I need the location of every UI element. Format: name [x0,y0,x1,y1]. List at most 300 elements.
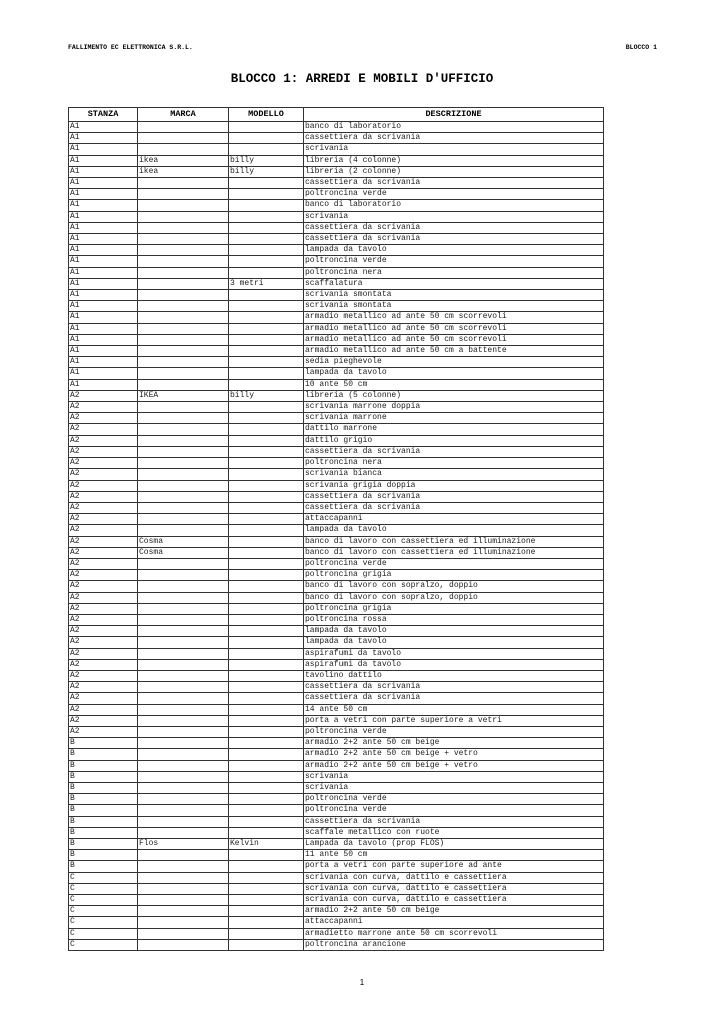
cell-modello [229,536,304,547]
cell-modello [229,895,304,906]
cell-marca [138,614,229,625]
table-row [69,514,604,525]
page-number: 1 [359,978,365,987]
cell-descrizione: lampada da tavolo [304,368,604,379]
cell-descrizione: cassettiera da scrivania [304,178,604,189]
cell-modello [229,771,304,782]
cell-stanza: B [69,760,138,771]
cell-descrizione: porta a vetri con parte superiore a vetri [304,715,604,726]
cell-descrizione: poltroncina nera [304,267,604,278]
cell-modello [229,704,304,715]
cell-modello [229,648,304,659]
cell-modello [229,928,304,939]
cell-marca [138,122,229,133]
table-row [69,502,604,513]
cell-marca [138,334,229,345]
cell-stanza: A2 [69,659,138,670]
cell-descrizione: armadio metallico ad ante 50 cm scorrevoli [304,334,604,345]
cell-descrizione: scrivania [304,211,604,222]
cell-stanza: A2 [69,570,138,581]
cell-stanza: A2 [69,525,138,536]
cell-stanza: A2 [69,514,138,525]
cell-marca [138,850,229,861]
cell-modello [229,872,304,883]
cell-descrizione: 14 ante 50 cm [304,704,604,715]
table-row [69,895,604,906]
cell-marca [138,682,229,693]
cell-descrizione: banco di lavoro con cassettiera ed illuminazione [304,536,604,547]
cell-stanza: A2 [69,390,138,401]
cell-descrizione: poltroncina verde [304,726,604,737]
cell-stanza: B [69,816,138,827]
cell-descrizione: banco di laboratorio [304,122,604,133]
table-row [69,850,604,861]
cell-marca [138,357,229,368]
cell-modello [229,883,304,894]
table-row [69,861,604,872]
cell-marca [138,514,229,525]
cell-descrizione: lampada da tavolo [304,637,604,648]
cell-modello [229,480,304,491]
cell-descrizione: poltroncina verde [304,558,604,569]
cell-descrizione: cassettiera da scrivania [304,816,604,827]
cell-modello [229,581,304,592]
cell-marca [138,200,229,211]
cell-descrizione: scrivania con curva, dattilo e cassettiera [304,872,604,883]
cell-marca [138,424,229,435]
table-row [69,491,604,502]
table-row [69,704,604,715]
table-row [69,771,604,782]
cell-stanza: B [69,749,138,760]
cell-descrizione: scrivania smontata [304,290,604,301]
cell-marca [138,144,229,155]
table-row [69,267,604,278]
table-row [69,435,604,446]
page-title: BLOCCO 1: ARREDI E MOBILI D'UFFICIO [230,72,494,86]
cell-stanza: B [69,782,138,793]
cell-modello [229,189,304,200]
table-row [69,346,604,357]
cell-descrizione: lampada da tavolo [304,245,604,256]
cell-marca [138,928,229,939]
cell-descrizione: armadio 2+2 ante 50 cm beige + vetro [304,749,604,760]
cell-marca [138,872,229,883]
cell-descrizione: lampada da tavolo [304,626,604,637]
cell-marca [138,771,229,782]
cell-stanza: A2 [69,502,138,513]
cell-modello [229,245,304,256]
table-row [69,278,604,289]
cell-stanza: A2 [69,693,138,704]
cell-marca [138,726,229,737]
cell-descrizione: poltroncina grigia [304,603,604,614]
cell-modello [229,861,304,872]
cell-modello [229,726,304,737]
cell-modello [229,614,304,625]
cell-marca [138,895,229,906]
cell-descrizione: scrivania con curva, dattilo e cassettiera [304,883,604,894]
table-row [69,379,604,390]
cell-modello [229,469,304,480]
cell-modello [229,234,304,245]
cell-descrizione: poltroncina verde [304,256,604,267]
cell-stanza: A1 [69,267,138,278]
cell-modello [229,738,304,749]
table-row [69,536,604,547]
cell-descrizione: libreria (5 colonne) [304,390,604,401]
cell-modello [229,334,304,345]
cell-descrizione: banco di lavoro con sopralzo, doppio [304,581,604,592]
cell-marca [138,794,229,805]
cell-modello [229,379,304,390]
cell-marca [138,502,229,513]
cell-stanza: A2 [69,704,138,715]
cell-stanza: A1 [69,133,138,144]
cell-stanza: A2 [69,547,138,558]
cell-marca [138,133,229,144]
cell-descrizione: libreria (2 colonne) [304,166,604,177]
cell-marca [138,267,229,278]
cell-descrizione: dattilo grigio [304,435,604,446]
cell-descrizione: poltroncina arancione [304,939,604,950]
cell-stanza: A1 [69,166,138,177]
cell-descrizione: armadio 2+2 ante 50 cm beige [304,906,604,917]
cell-modello [229,312,304,323]
cell-modello [229,917,304,928]
table-row [69,749,604,760]
cell-stanza: B [69,861,138,872]
cell-marca [138,346,229,357]
cell-marca [138,323,229,334]
cell-stanza: A1 [69,189,138,200]
running-header-right: BLOCCO 1 [625,44,657,51]
table-row [69,816,604,827]
cell-marca [138,760,229,771]
cell-modello: billy [229,166,304,177]
table-row [69,648,604,659]
cell-descrizione: aspirafumi da tavolo [304,648,604,659]
cell-marca [138,782,229,793]
cell-stanza: A2 [69,637,138,648]
cell-marca [138,749,229,760]
cell-marca [138,301,229,312]
table-row [69,189,604,200]
cell-descrizione: poltroncina grigia [304,570,604,581]
cell-stanza: B [69,738,138,749]
table-row [69,637,604,648]
cell-stanza: C [69,917,138,928]
table-row [69,390,604,401]
cell-descrizione: scrivania con curva, dattilo e cassettiera [304,895,604,906]
table-row [69,469,604,480]
cell-marca [138,469,229,480]
cell-modello [229,760,304,771]
cell-modello [229,827,304,838]
column-header-descrizione: DESCRIZIONE [304,108,604,122]
cell-stanza: A1 [69,155,138,166]
cell-stanza: A2 [69,413,138,424]
cell-modello [229,749,304,760]
cell-stanza: A1 [69,323,138,334]
table-row [69,446,604,457]
table-row [69,570,604,581]
cell-marca [138,827,229,838]
running-header-left: FALLIMENTO EC ELETTRONICA S.R.L. [68,44,193,51]
cell-descrizione: tavolino dattilo [304,670,604,681]
cell-modello [229,346,304,357]
cell-stanza: A2 [69,581,138,592]
cell-modello [229,200,304,211]
table-row [69,122,604,133]
cell-stanza: C [69,883,138,894]
cell-modello [229,637,304,648]
table-row [69,323,604,334]
cell-marca [138,816,229,827]
cell-marca [138,648,229,659]
cell-descrizione: cassettiera da scrivania [304,502,604,513]
table-row [69,738,604,749]
cell-stanza: A2 [69,435,138,446]
cell-marca [138,738,229,749]
cell-stanza: A1 [69,334,138,345]
cell-descrizione: scrivania [304,771,604,782]
cell-marca: IKEA [138,390,229,401]
cell-stanza: A1 [69,301,138,312]
cell-marca [138,234,229,245]
cell-marca [138,626,229,637]
cell-marca [138,256,229,267]
cell-marca [138,368,229,379]
cell-descrizione: armadio metallico ad ante 50 cm scorrevoli [304,323,604,334]
cell-modello: Kelvin [229,839,304,850]
table-row [69,827,604,838]
cell-descrizione: poltroncina nera [304,458,604,469]
cell-modello [229,435,304,446]
cell-descrizione: cassettiera da scrivania [304,693,604,704]
cell-stanza: A2 [69,670,138,681]
cell-stanza: A2 [69,458,138,469]
cell-modello [229,502,304,513]
cell-stanza: A1 [69,245,138,256]
table-row [69,581,604,592]
cell-marca [138,805,229,816]
cell-modello [229,122,304,133]
cell-descrizione: scrivania marrone [304,413,604,424]
table-row [69,626,604,637]
table-row [69,659,604,670]
cell-modello [229,290,304,301]
cell-modello [229,547,304,558]
table-header-row [69,108,604,122]
cell-modello [229,424,304,435]
cell-descrizione: cassettiera da scrivania [304,222,604,233]
table-row [69,682,604,693]
cell-descrizione: 10 ante 50 cm [304,379,604,390]
table-row [69,547,604,558]
cell-marca [138,637,229,648]
cell-descrizione: scrivania bianca [304,469,604,480]
cell-descrizione: attaccapanni [304,514,604,525]
table-row [69,525,604,536]
cell-modello [229,211,304,222]
cell-descrizione: 11 ante 50 cm [304,850,604,861]
cell-stanza: A2 [69,603,138,614]
cell-modello [229,402,304,413]
table-row [69,211,604,222]
cell-modello [229,659,304,670]
cell-descrizione: Lampada da tavolo (prop FLOS) [304,839,604,850]
cell-marca [138,435,229,446]
cell-modello: 3 metri [229,278,304,289]
cell-marca [138,570,229,581]
table-row [69,839,604,850]
cell-stanza: A2 [69,480,138,491]
cell-modello [229,133,304,144]
cell-stanza: B [69,827,138,838]
cell-descrizione: banco di lavoro con cassettiera ed illuminazione [304,547,604,558]
cell-stanza: A1 [69,346,138,357]
cell-descrizione: cassettiera da scrivania [304,234,604,245]
table-row [69,603,604,614]
cell-stanza: A2 [69,536,138,547]
cell-stanza: A1 [69,379,138,390]
cell-stanza: A1 [69,312,138,323]
table-row [69,222,604,233]
cell-modello [229,491,304,502]
cell-modello [229,256,304,267]
cell-marca [138,290,229,301]
table-row [69,906,604,917]
cell-stanza: A2 [69,682,138,693]
cell-marca [138,693,229,704]
cell-modello [229,626,304,637]
table-row [69,402,604,413]
cell-marca [138,525,229,536]
cell-marca [138,211,229,222]
table-row [69,872,604,883]
cell-descrizione: armadio 2+2 ante 50 cm beige + vetro [304,760,604,771]
cell-stanza: C [69,895,138,906]
cell-marca [138,603,229,614]
cell-modello [229,558,304,569]
cell-stanza: A1 [69,368,138,379]
cell-modello [229,178,304,189]
cell-modello [229,301,304,312]
table-row [69,715,604,726]
column-header-modello: MODELLO [229,108,304,122]
table-row [69,301,604,312]
cell-modello [229,906,304,917]
cell-descrizione: armadietto marrone ante 50 cm scorrevoli [304,928,604,939]
cell-descrizione: scrivania marrone doppia [304,402,604,413]
cell-descrizione: poltroncina verde [304,805,604,816]
cell-modello [229,682,304,693]
table-row [69,592,604,603]
cell-stanza: C [69,872,138,883]
cell-descrizione: scaffalatura [304,278,604,289]
cell-modello [229,603,304,614]
cell-modello [229,525,304,536]
cell-descrizione: libreria (4 colonne) [304,155,604,166]
cell-stanza: B [69,771,138,782]
cell-modello [229,144,304,155]
cell-modello [229,794,304,805]
cell-stanza: A1 [69,211,138,222]
table-row [69,693,604,704]
cell-descrizione: dattilo marrone [304,424,604,435]
cell-marca [138,446,229,457]
cell-marca [138,480,229,491]
cell-marca: Flos [138,839,229,850]
cell-stanza: A1 [69,178,138,189]
cell-modello [229,222,304,233]
cell-marca [138,312,229,323]
table-row [69,368,604,379]
cell-descrizione: banco di laboratorio [304,200,604,211]
cell-stanza: A1 [69,256,138,267]
cell-descrizione: armadio metallico ad ante 50 cm scorrevoli [304,312,604,323]
cell-descrizione: armadio metallico ad ante 50 cm a battente [304,346,604,357]
cell-modello: billy [229,390,304,401]
cell-descrizione: aspirafumi da tavolo [304,659,604,670]
cell-modello [229,514,304,525]
cell-stanza: A1 [69,144,138,155]
cell-stanza: C [69,906,138,917]
table-row [69,883,604,894]
cell-stanza: A1 [69,290,138,301]
cell-marca [138,704,229,715]
table-row [69,334,604,345]
cell-descrizione: cassettiera da scrivania [304,491,604,502]
table-row [69,200,604,211]
cell-stanza: A2 [69,446,138,457]
table-row [69,166,604,177]
cell-stanza: B [69,805,138,816]
cell-marca [138,592,229,603]
cell-marca [138,278,229,289]
cell-descrizione: poltroncina rossa [304,614,604,625]
cell-modello [229,693,304,704]
cell-stanza: A2 [69,402,138,413]
table-row [69,805,604,816]
cell-marca [138,883,229,894]
table-row [69,256,604,267]
cell-descrizione: poltroncina verde [304,794,604,805]
cell-stanza: A2 [69,592,138,603]
cell-marca [138,245,229,256]
column-header-marca: MARCA [138,108,229,122]
cell-marca [138,659,229,670]
cell-marca: ikea [138,155,229,166]
cell-descrizione: scrivania [304,782,604,793]
cell-descrizione: sedia pieghevole [304,357,604,368]
cell-stanza: A2 [69,491,138,502]
cell-stanza: A2 [69,424,138,435]
cell-stanza: A1 [69,357,138,368]
cell-modello: billy [229,155,304,166]
cell-marca [138,189,229,200]
cell-stanza: A2 [69,614,138,625]
table-row [69,558,604,569]
cell-descrizione: attaccapanni [304,917,604,928]
cell-marca [138,222,229,233]
table-row [69,413,604,424]
cell-stanza: B [69,839,138,850]
cell-stanza: C [69,928,138,939]
inventory-table [68,107,604,951]
cell-stanza: A2 [69,715,138,726]
